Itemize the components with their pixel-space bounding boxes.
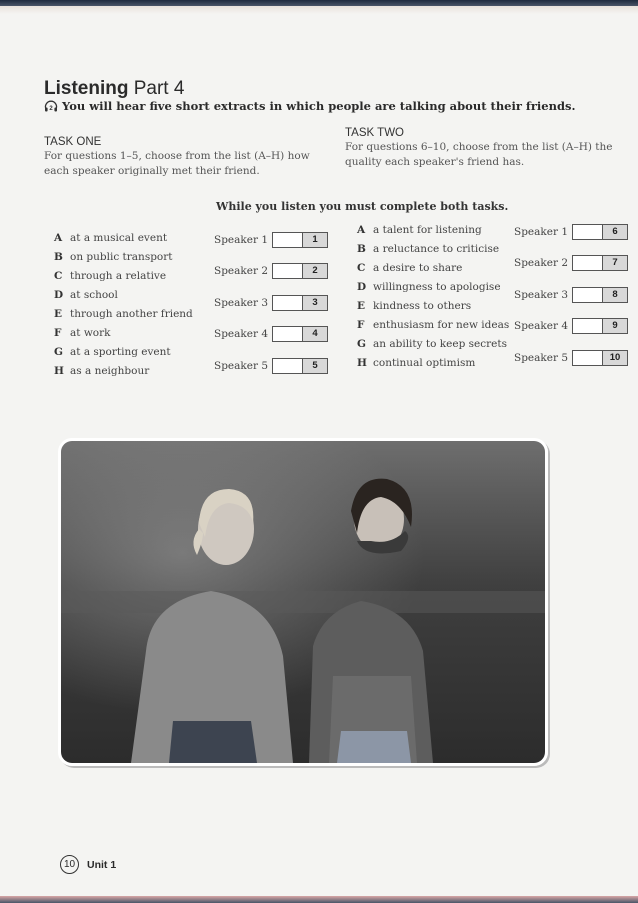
speaker-label: Speaker 1 <box>514 225 569 238</box>
task-one-options <box>54 228 193 380</box>
option-letter: A <box>357 223 366 236</box>
question-number: 3 <box>302 296 327 310</box>
answer-box-4[interactable] <box>272 326 328 342</box>
speaker-row <box>514 248 628 280</box>
question-number: 4 <box>302 327 327 341</box>
answer-box-6[interactable] <box>572 224 628 240</box>
task-one-instructions: For questions 1–5, choose from the list (A–H) how each speaker originally met their friend. <box>44 150 310 177</box>
option-text: through another friend <box>70 307 193 320</box>
option-text: willingness to apologise <box>373 280 501 293</box>
page-title-bold: Listening <box>44 78 129 99</box>
option-letter: E <box>357 299 366 312</box>
svg-text:2: 2 <box>49 106 53 112</box>
option-text: an ability to keep secrets <box>373 337 507 350</box>
option-letter: F <box>54 326 62 339</box>
answer-box-3[interactable] <box>272 295 328 311</box>
answer-box-9[interactable] <box>572 318 628 334</box>
option-letter: A <box>54 231 63 244</box>
answer-box-5[interactable] <box>272 358 328 374</box>
option-text: on public transport <box>70 250 173 263</box>
question-number: 7 <box>602 256 627 270</box>
option-text: at work <box>70 326 111 339</box>
question-number: 10 <box>602 351 627 365</box>
photo-two-friends <box>58 438 548 766</box>
list-item <box>357 239 509 258</box>
question-number: 2 <box>302 264 327 278</box>
option-letter: F <box>357 318 365 331</box>
top-border-fade <box>0 6 638 14</box>
speaker-label: Speaker 1 <box>214 233 269 246</box>
speaker-label: Speaker 3 <box>514 288 569 301</box>
option-letter: D <box>357 280 367 293</box>
question-number: 6 <box>602 225 627 239</box>
task-two-speakers <box>514 216 628 374</box>
question-number: 1 <box>302 233 327 247</box>
answer-box-10[interactable] <box>572 350 628 366</box>
answer-box-2[interactable] <box>272 263 328 279</box>
speaker-label: Speaker 5 <box>514 351 569 364</box>
option-text: kindness to others <box>373 299 472 312</box>
question-number: 5 <box>302 359 327 373</box>
speaker-row <box>214 256 328 288</box>
option-letter: G <box>54 345 63 358</box>
list-item <box>54 266 193 285</box>
speaker-label: Speaker 4 <box>214 328 269 341</box>
question-number: 9 <box>602 319 627 333</box>
task-one-speakers <box>214 224 328 382</box>
list-item <box>54 323 193 342</box>
task-two-instructions: For questions 6–10, choose from the list (A–H) the quality each speaker's friend has. <box>345 141 613 168</box>
list-item <box>357 277 509 296</box>
question-number: 8 <box>602 288 627 302</box>
option-text: at a musical event <box>70 231 168 244</box>
speaker-row <box>514 279 628 311</box>
speaker-row <box>514 216 628 248</box>
list-item <box>357 315 509 334</box>
option-text: a desire to share <box>373 261 463 274</box>
option-letter: G <box>357 337 366 350</box>
task-one-heading: TASK ONE <box>44 136 102 148</box>
answer-box-8[interactable] <box>572 287 628 303</box>
list-item <box>54 285 193 304</box>
page-title <box>44 78 184 100</box>
list-item <box>357 353 509 372</box>
option-text: through a relative <box>70 269 167 282</box>
list-item <box>357 220 509 239</box>
option-text: a reluctance to criticise <box>373 242 500 255</box>
bottom-border <box>0 896 638 903</box>
speaker-label: Speaker 2 <box>514 257 569 270</box>
footer <box>60 855 116 874</box>
speaker-row <box>214 287 328 319</box>
list-item <box>54 228 193 247</box>
option-letter: E <box>54 307 63 320</box>
speaker-row <box>514 311 628 343</box>
intro-line <box>44 99 576 113</box>
option-text: a talent for listening <box>373 223 482 236</box>
intro-text: You will hear five short extracts in which people are talking about their friends. <box>62 99 576 113</box>
option-letter: H <box>54 364 64 377</box>
option-text: at a sporting event <box>70 345 171 358</box>
speaker-row <box>214 350 328 382</box>
page-title-part: Part 4 <box>133 78 185 99</box>
page-number: 10 <box>60 855 79 874</box>
list-item <box>54 304 193 323</box>
option-text: at school <box>70 288 118 301</box>
list-item <box>54 342 193 361</box>
speaker-row <box>514 342 628 374</box>
option-text: enthusiasm for new ideas <box>373 318 510 331</box>
answer-box-1[interactable] <box>272 232 328 248</box>
speaker-row <box>214 319 328 351</box>
cd-track-icon <box>44 99 58 113</box>
speaker-label: Speaker 4 <box>514 320 569 333</box>
speaker-label: Speaker 2 <box>214 265 269 278</box>
option-letter: H <box>357 356 367 369</box>
option-letter: B <box>54 250 63 263</box>
unit-label: Unit 1 <box>87 858 117 871</box>
while-instruction: While you listen you must complete both tasks. <box>216 200 509 213</box>
answer-box-7[interactable] <box>572 255 628 271</box>
option-letter: C <box>357 261 366 274</box>
speaker-row <box>214 224 328 256</box>
list-item <box>357 296 509 315</box>
option-text: as a neighbour <box>70 364 150 377</box>
photo-illustration <box>61 441 545 763</box>
list-item <box>54 247 193 266</box>
option-letter: D <box>54 288 64 301</box>
task-two-heading: TASK TWO <box>345 127 404 139</box>
option-text: continual optimism <box>373 356 476 369</box>
list-item <box>54 361 193 380</box>
list-item <box>357 258 509 277</box>
speaker-label: Speaker 3 <box>214 296 269 309</box>
option-letter: B <box>357 242 366 255</box>
speaker-label: Speaker 5 <box>214 359 269 372</box>
option-letter: C <box>54 269 63 282</box>
list-item <box>357 334 509 353</box>
task-two-options <box>357 220 509 372</box>
